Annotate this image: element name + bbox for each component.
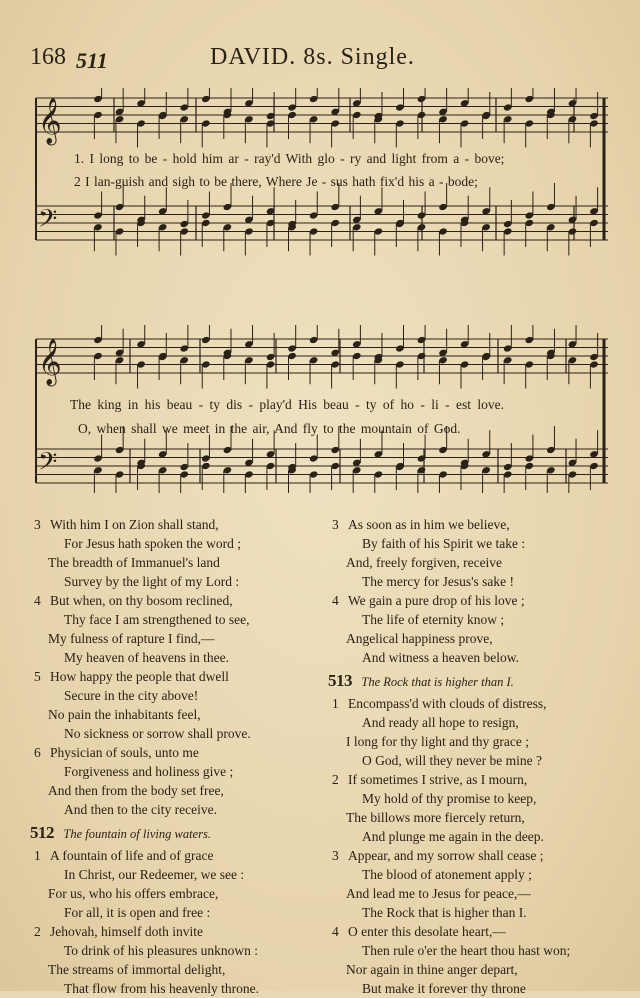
stanza-text: I long for thy light and thy grace ; — [346, 734, 529, 749]
stanza-text: We gain a pure drop of his love ; — [348, 593, 525, 608]
lyric-verse-1: The king in his beau - ty dis - play'd His beau - ty of ho - li - est love. — [70, 397, 504, 412]
stanza-line — [332, 591, 622, 610]
stanza-line — [332, 534, 622, 553]
stanza-number: 4 — [332, 924, 339, 939]
lyric-verse-1: 1. I long to be - hold him ar - ray'd With glo - ry and light from a - bove; — [74, 151, 505, 166]
stanza-line — [34, 686, 316, 705]
stanza-line — [34, 941, 316, 960]
stanza — [332, 922, 622, 998]
hymn-513-stanzas — [332, 694, 622, 998]
stanza-text: Appear, and my sorrow shall cease ; — [348, 848, 544, 863]
stanza-number: 2 — [34, 924, 41, 939]
stanza-text: O God, will they never be mine ? — [362, 753, 542, 768]
stanza-line — [332, 553, 622, 572]
stanza-text: My hold of thy promise to keep, — [362, 791, 537, 806]
stanza-line — [34, 667, 316, 686]
stanza-line — [332, 865, 622, 884]
stanza-line — [332, 610, 622, 629]
hymn-511-stanzas — [34, 515, 316, 819]
staff — [36, 449, 608, 483]
stanza-text: Then rule o'er the heart thou hast won; — [362, 943, 571, 958]
left-text-column — [30, 515, 316, 998]
stanza-text: Forgiveness and holiness give ; — [64, 764, 234, 779]
stanza-line — [34, 781, 316, 800]
lyric-verse-2: 2 I lan-guish and sigh to be there, Where Je - sus hath fix'd his a - bode; — [74, 174, 478, 189]
stanza-number: 4 — [34, 593, 41, 608]
stanza-line — [34, 705, 316, 724]
stanza-line — [34, 762, 316, 781]
page-header — [0, 38, 640, 78]
stanza-text: And, freely forgiven, receive — [346, 555, 503, 570]
stanza-number: 5 — [34, 669, 41, 684]
stanza-text: Encompass'd with clouds of distress, — [348, 696, 547, 711]
stanza — [34, 591, 316, 667]
bass-clef-icon: 𝄢 — [38, 447, 58, 483]
stanza — [34, 846, 316, 922]
stanza-line — [34, 846, 316, 865]
stanza-line — [34, 591, 316, 610]
stanza-number: 1 — [332, 696, 339, 711]
right-text-column — [328, 515, 622, 998]
stanza-line — [34, 743, 316, 762]
stanza-text: The blood of atonement apply ; — [362, 867, 532, 882]
stanza-text: Survey by the light of my Lord : — [64, 574, 240, 589]
stanza-text: To drink of his pleasures unknown : — [64, 943, 259, 958]
stanza-line — [34, 979, 316, 998]
stanza — [332, 694, 622, 770]
stanza-text: As soon as in him we believe, — [348, 517, 510, 532]
stanza-text: The billows more fiercely return, — [346, 810, 525, 825]
stanza-text: A fountain of life and of grace — [50, 848, 214, 863]
stanza-number: 3 — [332, 517, 339, 532]
stanza-line — [34, 800, 316, 819]
stanza-line — [34, 884, 316, 903]
stanza-text: And plunge me again in the deep. — [362, 829, 544, 844]
stanza-text: For all, it is open and free : — [64, 905, 211, 920]
stanza-text: By faith of his Spirit we take : — [362, 536, 526, 551]
stanza-text: The streams of immortal delight, — [48, 962, 226, 977]
stanza-text: No pain the inhabitants feel, — [48, 707, 201, 722]
stanza-line — [34, 724, 316, 743]
stanza-line — [332, 922, 622, 941]
stanza-text: And then from the body set free, — [48, 783, 224, 798]
stanza-line — [34, 922, 316, 941]
stanza-line — [332, 903, 622, 922]
stanza — [332, 846, 622, 922]
stanza-text: Physician of souls, unto me — [50, 745, 199, 760]
stanza-text: The breadth of Immanuel's land — [48, 555, 220, 570]
stanza-text: Nor again in thine anger depart, — [346, 962, 518, 977]
stanza-number: 4 — [332, 593, 339, 608]
stanza-line — [332, 629, 622, 648]
stanza-number: 3 — [332, 848, 339, 863]
hymn-513-heading — [328, 671, 622, 692]
stanza — [332, 591, 622, 667]
stanza-text: And lead me to Jesus for peace,— — [346, 886, 531, 901]
stanza-line — [332, 827, 622, 846]
stanza-number: 1 — [34, 848, 41, 863]
stanza-line — [332, 713, 622, 732]
stanza — [34, 667, 316, 743]
stanza — [34, 922, 316, 998]
tune-number: 511 — [76, 48, 108, 73]
hymn-title: The Rock that is higher than I. — [361, 675, 514, 689]
stanza-text: The life of eternity know ; — [362, 612, 505, 627]
stanza — [332, 515, 622, 591]
stanza — [34, 743, 316, 819]
stanza-text: The Rock that is higher than I. — [362, 905, 527, 920]
hymn-number: 512 — [30, 823, 54, 842]
stanza-text: O enter this desolate heart,— — [348, 924, 506, 939]
stanza-line — [332, 941, 622, 960]
stanza-line — [34, 610, 316, 629]
stanza-text: With him I on Zion shall stand, — [50, 517, 219, 532]
stanza-number: 6 — [34, 745, 41, 760]
stanza — [332, 770, 622, 846]
stanza-text: If sometimes I strive, as I mourn, — [348, 772, 528, 787]
hymn-512-stanzas — [34, 846, 316, 998]
stanza-text: But make it forever thy throne — [362, 981, 526, 996]
stanza-number: 3 — [34, 517, 41, 532]
stanza-line — [34, 534, 316, 553]
stanza-line — [34, 553, 316, 572]
stanza-text: And ready all hope to resign, — [362, 715, 519, 730]
stanza-line — [332, 648, 622, 667]
stanza — [34, 515, 316, 591]
music-system-2 — [30, 325, 612, 493]
stanza-text: Angelical happiness prove, — [346, 631, 493, 646]
stanza-line — [34, 648, 316, 667]
stanza-line — [332, 732, 622, 751]
stanza-line — [332, 960, 622, 979]
stanza-line — [34, 865, 316, 884]
tune-name: DAVID. — [210, 44, 297, 70]
music-system-1 — [30, 88, 612, 266]
stanza-text: And then to the city receive. — [64, 802, 217, 817]
stanza-text: How happy the people that dwell — [50, 669, 229, 684]
stanza-line — [332, 846, 622, 865]
stanza-text: That flow from his heavenly throne. — [64, 981, 259, 996]
stanza-line — [332, 979, 622, 998]
stanza-line — [34, 960, 316, 979]
stanza-line — [332, 694, 622, 713]
treble-clef-icon: 𝄞 — [38, 98, 62, 144]
hymn-512-heading — [30, 823, 316, 844]
stanza-text: For us, who his offers embrace, — [48, 886, 219, 901]
lyric-verse-2: O, when shall we meet in the air, And fly to the mountain of God. — [78, 421, 461, 436]
hymn-number: 513 — [328, 671, 352, 690]
treble-clef-icon: 𝄞 — [38, 339, 62, 385]
stanza-line — [34, 629, 316, 648]
stanza-line — [34, 515, 316, 534]
stanza-line — [332, 884, 622, 903]
stanza-line — [332, 515, 622, 534]
stanza-line — [332, 808, 622, 827]
stanza-line — [34, 572, 316, 591]
hymn-title: The fountain of living waters. — [63, 827, 211, 841]
staff — [36, 206, 608, 240]
stanza-line — [332, 572, 622, 591]
stanza-line — [332, 751, 622, 770]
stanza-number: 2 — [332, 772, 339, 787]
stanza-line — [332, 770, 622, 789]
hymn-512-stanzas-cont — [332, 515, 622, 667]
bass-clef-icon: 𝄢 — [38, 204, 58, 240]
stanza-text: In Christ, our Redeemer, we see : — [64, 867, 245, 882]
stanza-text: Thy face I am strengthened to see, — [64, 612, 250, 627]
stanza-line — [332, 789, 622, 808]
tune-meter: 8s. — [303, 44, 334, 70]
stanza-text: The mercy for Jesus's sake ! — [362, 574, 515, 589]
tune-title — [210, 44, 415, 71]
stanza-text: My fulness of rapture I find,— — [48, 631, 215, 646]
page-number: 168 — [30, 44, 66, 70]
stanza-text: Jehovah, himself doth invite — [50, 924, 203, 939]
stanza-text: But when, on thy bosom reclined, — [50, 593, 233, 608]
stanza-line — [34, 903, 316, 922]
tune-form: Single. — [340, 44, 415, 70]
stanza-text: My heaven of heavens in thee. — [64, 650, 229, 665]
stanza-text: Secure in the city above! — [64, 688, 199, 703]
stanza-text: For Jesus hath spoken the word ; — [64, 536, 241, 551]
stanza-text: No sickness or sorrow shall prove. — [64, 726, 251, 741]
staff — [36, 339, 608, 373]
staff — [36, 98, 608, 132]
stanza-text: And witness a heaven below. — [362, 650, 519, 665]
